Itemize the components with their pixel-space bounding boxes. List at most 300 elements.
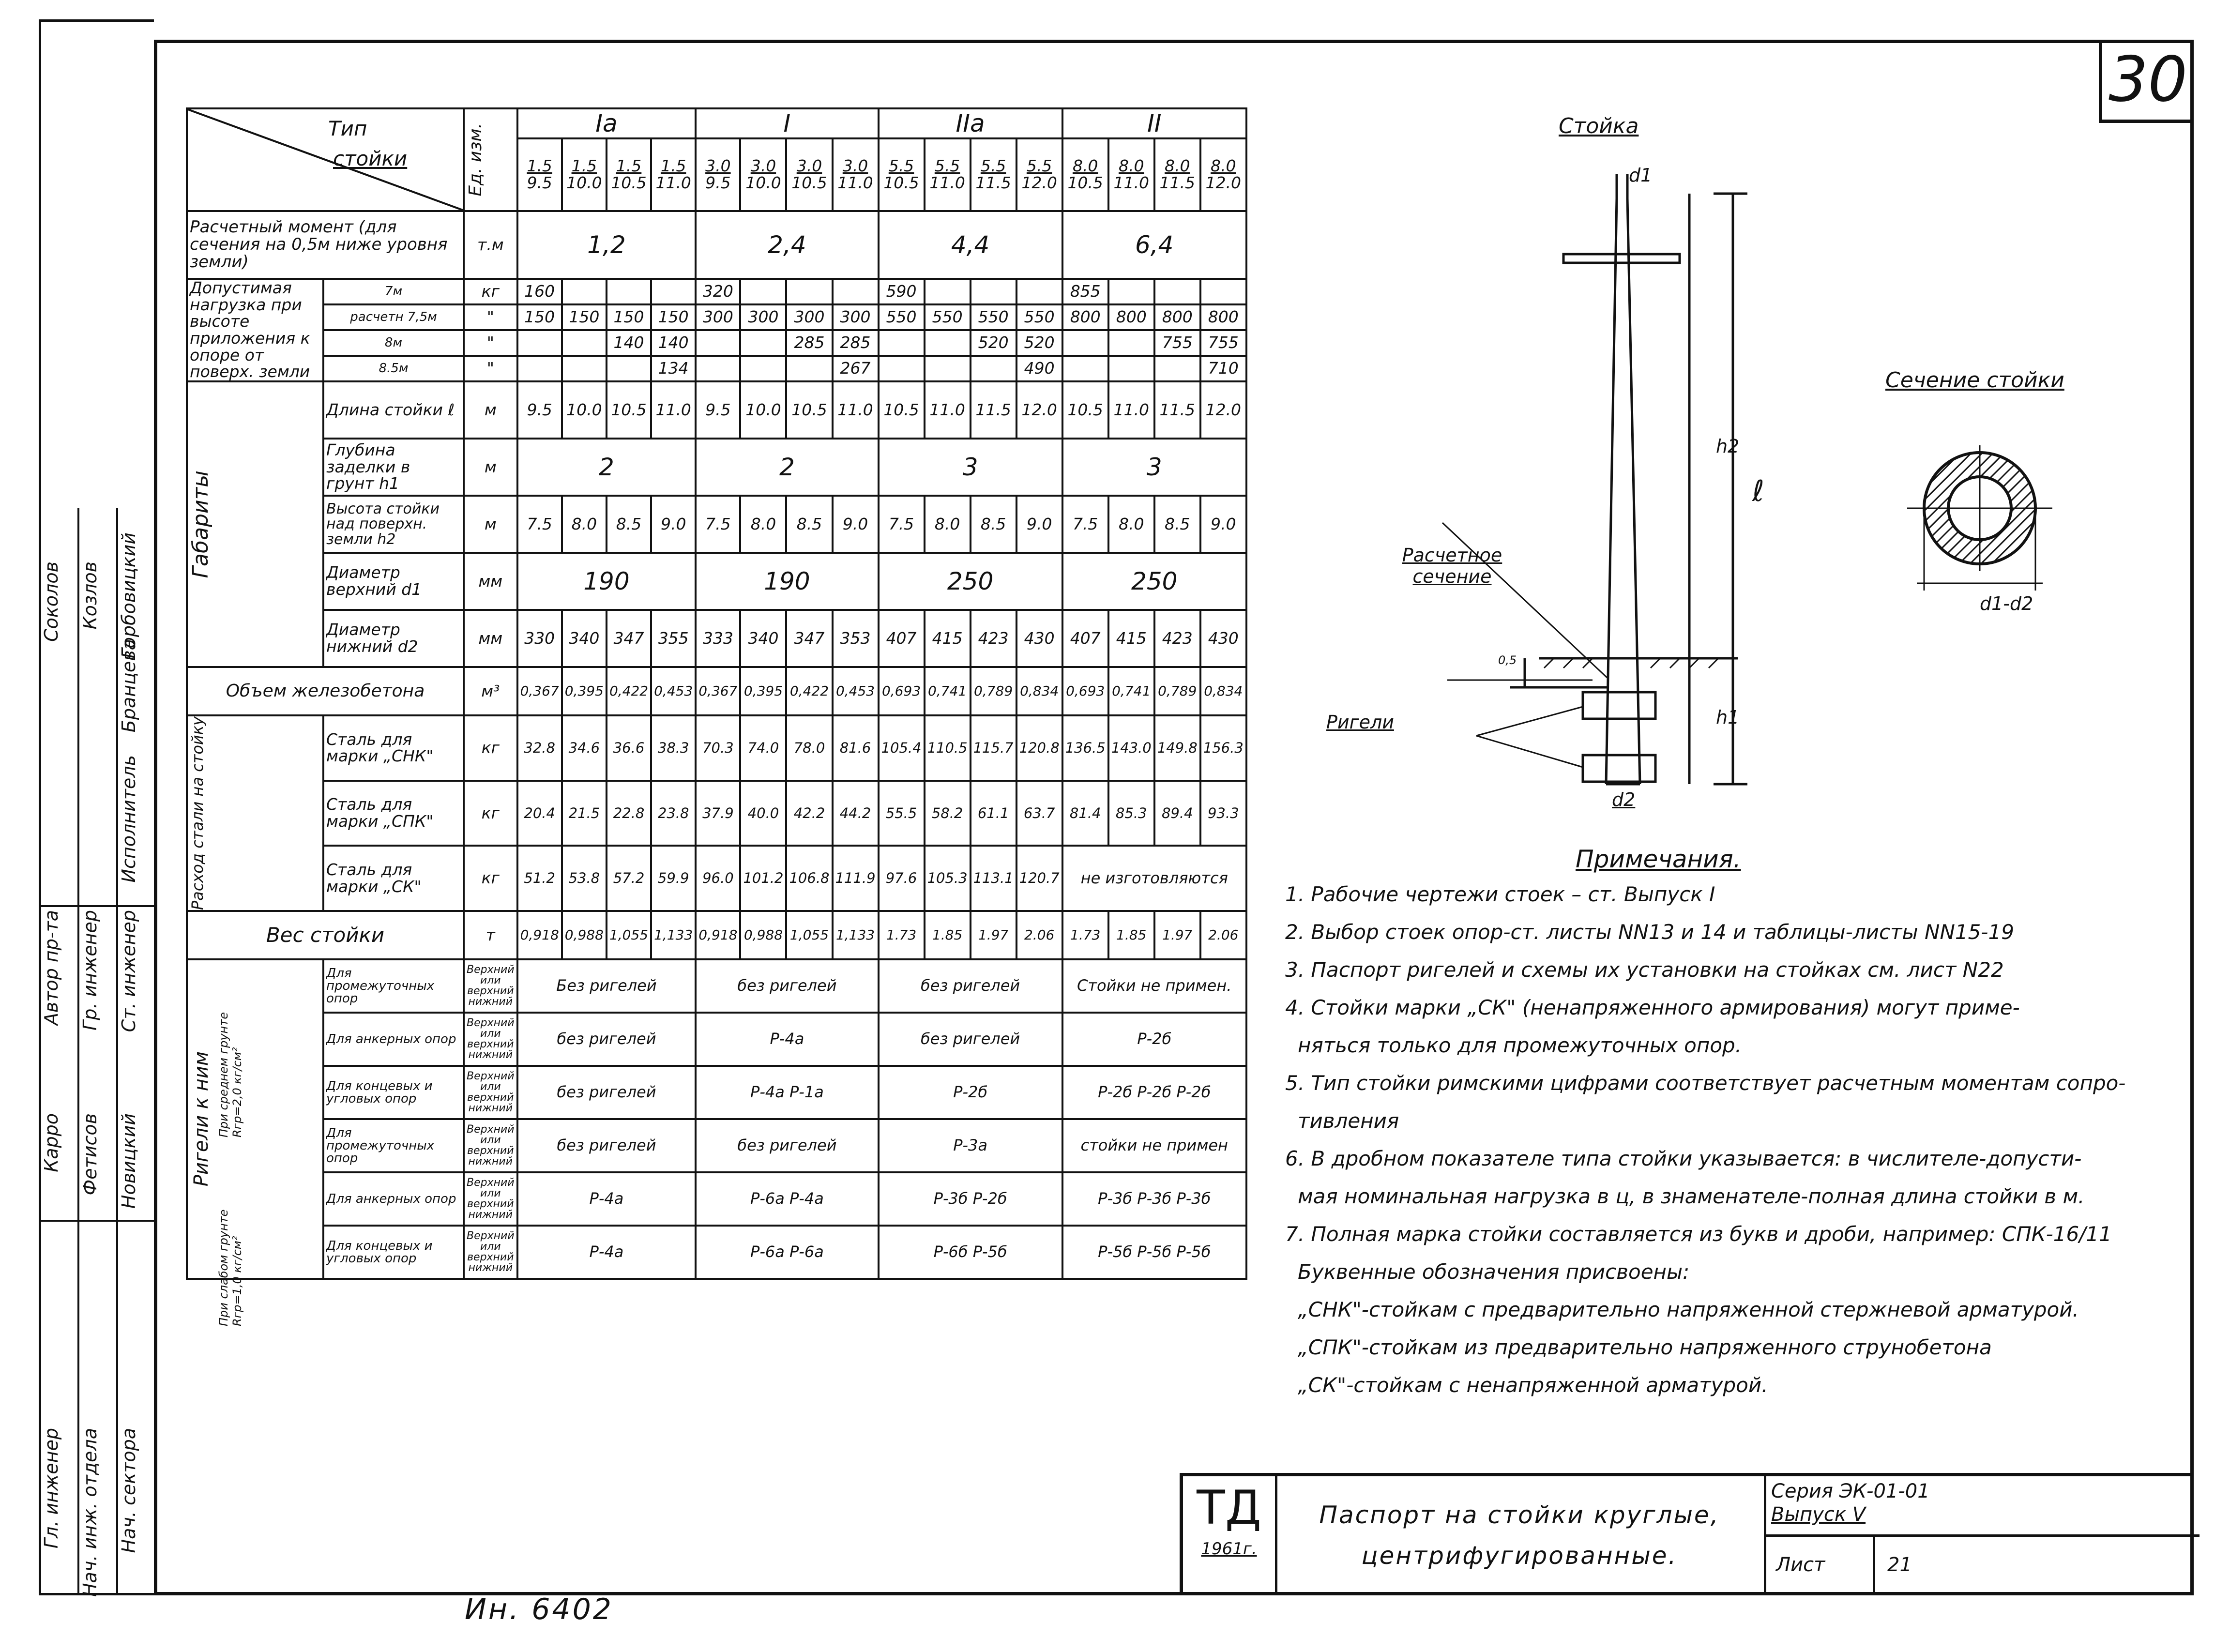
type-fraction-cell: [1016, 138, 1062, 211]
rigel-value: Р-2б Р-2б Р-2б: [1062, 1066, 1246, 1119]
length-value: 11.0: [833, 381, 879, 439]
load-value: 800: [1108, 304, 1154, 330]
steel-label: Расход стали на стойку: [188, 716, 207, 910]
type-fraction-cell: [651, 138, 696, 211]
load-unit: ": [464, 356, 517, 381]
type-fraction-cell: [786, 138, 832, 211]
steel-value: 36.6: [607, 715, 651, 781]
load-value: [1154, 279, 1200, 304]
load-value: [971, 356, 1016, 381]
d-bot-value: 347: [607, 610, 651, 667]
volume-value: 0,395: [740, 667, 786, 715]
steel-value: 105.3: [925, 846, 971, 911]
height-label: Высота стойки над поверхн. земли h2: [323, 496, 464, 553]
volume-value: 0,789: [1154, 667, 1200, 715]
d-bot-value: 430: [1200, 610, 1246, 667]
load-value: 855: [1062, 279, 1108, 304]
steel-value: 78.0: [786, 715, 832, 781]
gabarity-label: Габариты: [188, 470, 213, 578]
steel-value: 38.3: [651, 715, 696, 781]
d-top-value: 190: [517, 553, 696, 610]
depth-unit: м: [464, 439, 517, 496]
load-value: [1200, 279, 1246, 304]
length-value: 12.0: [1200, 381, 1246, 439]
weight-value: 1.97: [971, 911, 1016, 959]
sheet-title: [1275, 1476, 1764, 1595]
load-value: 300: [696, 304, 740, 330]
load-value: [971, 279, 1016, 304]
note-item: 7. Полная марка стойки составляется из букв и дроби, например: СПК-16/11: [1285, 1222, 2112, 1246]
steel-value: 53.8: [562, 846, 607, 911]
org-logo: [1183, 1476, 1277, 1595]
load-value: 140: [607, 330, 651, 356]
rigel-value: Р-4а: [517, 1226, 696, 1279]
length-value: 10.0: [740, 381, 786, 439]
d-top-unit: мм: [464, 553, 517, 610]
load-value: [1154, 356, 1200, 381]
group-1: I: [696, 108, 878, 138]
type-fraction-cell: [833, 138, 879, 211]
group-2: II: [1062, 108, 1246, 138]
steel-value: 113.1: [971, 846, 1016, 911]
length-value: 10.0: [562, 381, 607, 439]
notes: [1285, 845, 2205, 1404]
height-value: 7.5: [696, 496, 740, 553]
d-top-value: 250: [879, 553, 1062, 610]
rigel-value: Р-5б Р-5б Р-5б: [1062, 1226, 1246, 1279]
d-bot-value: 340: [740, 610, 786, 667]
steel-value: 23.8: [651, 781, 696, 846]
weight-value: 0,918: [517, 911, 562, 959]
steel-value: 101.2: [740, 846, 786, 911]
steel-value: 81.6: [833, 715, 879, 781]
volume-value: 0,422: [607, 667, 651, 715]
rigel-value: без ригелей: [517, 1119, 696, 1172]
load-value: 267: [833, 356, 879, 381]
load-label: Допустимая нагрузка при высоте приложения к опоре от поверх. земли: [190, 278, 310, 381]
steel-value: 61.1: [971, 781, 1016, 846]
load-value: 490: [1016, 356, 1062, 381]
volume-value: 0,367: [696, 667, 740, 715]
weight-value: 2.06: [1200, 911, 1246, 959]
load-value: 285: [833, 330, 879, 356]
header-type-cell: [187, 108, 464, 211]
load-value: [740, 356, 786, 381]
length-value: 10.5: [879, 381, 925, 439]
load-value: [696, 330, 740, 356]
steel-snk-label: Сталь для марки „СНК": [323, 715, 464, 781]
header-type-label: Тип: [328, 117, 367, 140]
fraction-denominator: 9.5: [705, 173, 731, 192]
steel-value: 136.5: [1062, 715, 1108, 781]
rigel-value: без ригелей: [696, 959, 878, 1013]
fraction-denominator: 10.5: [883, 173, 919, 192]
d1-label: d1: [1629, 165, 1653, 186]
role-dept-head: Нач. инж. отдела: [79, 1428, 101, 1597]
volume-value: 0,395: [562, 667, 607, 715]
note-item: мая номинальная нагрузка в ц, в знаменателе-полная длина стойки в м.: [1298, 1184, 2085, 1208]
load-height-label: 8м: [323, 330, 464, 356]
volume-value: 0,741: [925, 667, 971, 715]
rigel-support-type: Для концевых и угловых опор: [323, 1066, 464, 1119]
height-value: 8.5: [971, 496, 1016, 553]
volume-unit: м³: [464, 667, 517, 715]
load-height-label: 8.5м: [323, 356, 464, 381]
load-value: 550: [879, 304, 925, 330]
load-value: [651, 279, 696, 304]
sheet-title-line1: Паспорт на стойки круглые,: [1319, 1501, 1720, 1529]
rigel-value: Р-4а: [696, 1013, 878, 1066]
type-fraction-cell: [562, 138, 607, 211]
weight-value: 1,055: [607, 911, 651, 959]
depth-value: 3: [879, 439, 1062, 496]
length-value: 11.0: [651, 381, 696, 439]
fraction-numerator: 5.5: [980, 156, 1006, 176]
name-fetisov: Фетисов: [79, 1113, 101, 1196]
note-item: „СПК"-стойкам из предварительно напряженного струнобетона: [1298, 1335, 1992, 1359]
load-value: 550: [971, 304, 1016, 330]
rigel-value: без ригелей: [879, 959, 1062, 1013]
load-value: 320: [696, 279, 740, 304]
rigel-value: Р-4а Р-1а: [696, 1066, 878, 1119]
volume-label: Объем железобетона: [187, 667, 464, 715]
weight-value: 1,055: [786, 911, 832, 959]
length-value: 10.5: [786, 381, 832, 439]
d-bot-unit: мм: [464, 610, 517, 667]
length-value: 12.0: [1016, 381, 1062, 439]
length-value: 9.5: [696, 381, 740, 439]
sheet-label: Лист: [1776, 1554, 1825, 1576]
volume-value: 0,789: [971, 667, 1016, 715]
rigel-label: Ригели к ним: [190, 1051, 212, 1187]
type-fraction-cell: [1200, 138, 1246, 211]
note-item: тивления: [1298, 1109, 1399, 1133]
d-top-value: 250: [1062, 553, 1246, 610]
fraction-denominator: 10.5: [611, 173, 647, 192]
length-value: 11.5: [1154, 381, 1200, 439]
fraction-denominator: 10.0: [745, 173, 781, 192]
moment-value: 1,2: [517, 211, 696, 279]
load-value: [607, 356, 651, 381]
load-value: [517, 330, 562, 356]
fraction-denominator: 12.0: [1021, 173, 1057, 192]
fraction-numerator: 8.0: [1072, 156, 1098, 176]
steel-value: 20.4: [517, 781, 562, 846]
d-bot-value: 355: [651, 610, 696, 667]
height-value: 7.5: [517, 496, 562, 553]
rigel-position: Верхний или верхний нижний: [464, 1066, 517, 1119]
d-bot-value: 340: [562, 610, 607, 667]
height-value: 8.0: [740, 496, 786, 553]
d-bot-value: 353: [833, 610, 879, 667]
name-sokolov: Соколов: [41, 561, 62, 642]
height-value: 7.5: [879, 496, 925, 553]
note-item: няться только для промежуточных опор.: [1298, 1033, 1742, 1057]
d-top-label: Диаметр верхний d1: [323, 553, 464, 610]
soil-medium-label: При среднем грунте Rгр=2,0 кг/см²: [217, 1012, 244, 1137]
load-value: [562, 279, 607, 304]
name-kozlov: Козлов: [79, 561, 101, 630]
d-bot-value: 407: [1062, 610, 1108, 667]
d-bot-value: 347: [786, 610, 832, 667]
load-value: 150: [607, 304, 651, 330]
load-value: [925, 330, 971, 356]
rigel-support-type: Для анкерных опор: [323, 1013, 464, 1066]
rigel-position: Верхний или верхний нижний: [464, 959, 517, 1013]
load-height-label: 7м: [323, 279, 464, 304]
load-value: [1062, 330, 1108, 356]
weight-label: Вес стойки: [187, 911, 464, 959]
note-item: 2. Выбор стоек опор-ст. листы NN13 и 14 и таблицы-листы NN15-19: [1285, 920, 2014, 944]
fraction-denominator: 12.0: [1205, 173, 1242, 192]
height-value: 8.0: [925, 496, 971, 553]
steel-value: 85.3: [1108, 781, 1154, 846]
fraction-denominator: 9.5: [527, 173, 552, 192]
load-unit: ": [464, 330, 517, 356]
length-value: 11.0: [925, 381, 971, 439]
volume-value: 0,834: [1016, 667, 1062, 715]
rigel-support-type: Для промежуточных опор: [323, 1119, 464, 1172]
fraction-numerator: 1.5: [527, 156, 552, 176]
pole-title: Стойка: [1559, 114, 1639, 138]
steel-value: 149.8: [1154, 715, 1200, 781]
group-2a: IIа: [879, 108, 1062, 138]
load-height-label: расчетн 7,5м: [323, 304, 464, 330]
steel-value: 105.4: [879, 715, 925, 781]
type-fraction-cell: [879, 138, 925, 211]
load-value: 710: [1200, 356, 1246, 381]
rigel-value: Р-2б: [879, 1066, 1062, 1119]
height-value: 8.0: [562, 496, 607, 553]
load-value: [879, 330, 925, 356]
d-bot-value: 330: [517, 610, 562, 667]
load-unit: ": [464, 304, 517, 330]
type-fraction-cell: [1062, 138, 1108, 211]
fraction-numerator: 8.0: [1211, 156, 1236, 176]
steel-value: 110.5: [925, 715, 971, 781]
steel-value: 81.4: [1062, 781, 1108, 846]
steel-spk-label: Сталь для марки „СПК": [323, 781, 464, 846]
rigel-position: Верхний или верхний нижний: [464, 1119, 517, 1172]
load-value: 300: [786, 304, 832, 330]
name-gorbovitsky: Горбовицкий: [118, 532, 139, 659]
type-fraction-cell: [607, 138, 651, 211]
note-item: 1. Рабочие чертежи стоек – ст. Выпуск I: [1285, 882, 1715, 906]
d-bot-value: 415: [1108, 610, 1154, 667]
volume-value: 0,693: [879, 667, 925, 715]
steel-value: 21.5: [562, 781, 607, 846]
steel-value: 55.5: [879, 781, 925, 846]
section-drawing: [1888, 426, 2072, 610]
moment-unit: т.м: [464, 211, 517, 279]
load-value: 800: [1154, 304, 1200, 330]
steel-value: 44.2: [833, 781, 879, 846]
type-fraction-cell: [517, 138, 562, 211]
role-executor: Исполнитель: [118, 755, 139, 883]
fraction-numerator: 1.5: [660, 156, 686, 176]
rigel-value: Р-3а: [879, 1119, 1062, 1172]
weight-value: 1.97: [1154, 911, 1200, 959]
length-value: 11.0: [1108, 381, 1154, 439]
load-value: 755: [1154, 330, 1200, 356]
weight-value: 0,988: [740, 911, 786, 959]
weight-unit: т: [464, 911, 517, 959]
fraction-numerator: 8.0: [1165, 156, 1190, 176]
load-value: [1108, 330, 1154, 356]
height-value: 9.0: [1200, 496, 1246, 553]
load-value: [786, 356, 832, 381]
steel-value: 42.2: [786, 781, 832, 846]
height-value: 7.5: [1062, 496, 1108, 553]
load-value: [925, 356, 971, 381]
role-chief-engineer: Гл. инженер: [41, 1428, 62, 1549]
length-value: 9.5: [517, 381, 562, 439]
weight-value: 2.06: [1016, 911, 1062, 959]
load-value: 800: [1062, 304, 1108, 330]
note-item: „СК"-стойкам с ненапряженной арматурой.: [1298, 1373, 1768, 1397]
rigel-value: Р-6б Р-5б: [879, 1226, 1062, 1279]
load-value: [786, 279, 832, 304]
steel-not-used: не изготовляются: [1062, 846, 1246, 911]
load-value: 590: [879, 279, 925, 304]
rigel-position: Верхний или верхний нижний: [464, 1226, 517, 1279]
load-value: [833, 279, 879, 304]
rigel-value: без ригелей: [517, 1066, 696, 1119]
load-value: 550: [1016, 304, 1062, 330]
load-value: [925, 279, 971, 304]
weight-value: 1,133: [651, 911, 696, 959]
name-karro: Карро: [41, 1113, 62, 1172]
steel-value: 74.0: [740, 715, 786, 781]
name-novitsky: Новицкий: [118, 1113, 139, 1209]
steel-value: 96.0: [696, 846, 740, 911]
type-fraction-cell: [971, 138, 1016, 211]
group-1a: Iа: [517, 108, 696, 138]
fraction-denominator: 11.0: [929, 173, 965, 192]
role-sector-head: Нач. сектора: [118, 1428, 139, 1553]
steel-value: 22.8: [607, 781, 651, 846]
steel-value: 40.0: [740, 781, 786, 846]
note-item: 3. Паспорт ригелей и схемы их установки на стойках см. лист N22: [1285, 958, 2004, 982]
load-value: [1062, 356, 1108, 381]
load-value: [517, 356, 562, 381]
steel-value: 120.8: [1016, 715, 1062, 781]
fraction-denominator: 10.5: [791, 173, 827, 192]
height-value: 9.0: [651, 496, 696, 553]
weight-value: 1.85: [925, 911, 971, 959]
steel-value: 70.3: [696, 715, 740, 781]
d-bot-value: 407: [879, 610, 925, 667]
load-value: [1108, 279, 1154, 304]
weight-value: 1.73: [1062, 911, 1108, 959]
role-senior-engineer: Ст. инженер: [118, 910, 139, 1032]
sheet-title-line2: центрифугированные.: [1361, 1542, 1678, 1570]
d-bot-value: 430: [1016, 610, 1062, 667]
steel-value: 51.2: [517, 846, 562, 911]
volume-value: 0,453: [833, 667, 879, 715]
steel-value: 143.0: [1108, 715, 1154, 781]
d-bot-value: 415: [925, 610, 971, 667]
rigel-support-type: Для концевых и угловых опор: [323, 1226, 464, 1279]
load-value: 140: [651, 330, 696, 356]
steel-value: 57.2: [607, 846, 651, 911]
l-label: ℓ: [1752, 474, 1764, 508]
volume-value: 0,693: [1062, 667, 1108, 715]
load-value: 150: [651, 304, 696, 330]
note-item: „СНК"-стойкам с предварительно напряженной стержневой арматурой.: [1298, 1298, 2079, 1321]
notes-title: Примечания.: [1576, 845, 1741, 873]
load-value: 160: [517, 279, 562, 304]
steel-unit: кг: [464, 715, 517, 781]
section-title: Сечение стойки: [1885, 368, 2064, 393]
fraction-denominator: 10.0: [566, 173, 602, 192]
section-dim-label: d1-d2: [1980, 593, 2033, 614]
load-value: 134: [651, 356, 696, 381]
height-value: 9.0: [1016, 496, 1062, 553]
depth-value: 3: [1062, 439, 1246, 496]
calc-section-label: Расчетное сечение: [1402, 545, 1502, 587]
weight-value: 0,918: [696, 911, 740, 959]
rigeli-label: Ригели: [1326, 712, 1394, 733]
rigel-position: Верхний или верхний нижний: [464, 1013, 517, 1066]
d-bot-value: 423: [971, 610, 1016, 667]
steel-value: 63.7: [1016, 781, 1062, 846]
load-value: [879, 356, 925, 381]
steel-sk-label: Сталь для марки „СК": [323, 846, 464, 911]
rigel-value: Р-6а Р-6а: [696, 1226, 878, 1279]
length-value: 10.5: [607, 381, 651, 439]
fraction-denominator: 11.5: [1159, 173, 1195, 192]
soil-weak-label: При слабом грунте Rгр=1,0 кг/см²: [217, 1209, 244, 1326]
load-value: 550: [925, 304, 971, 330]
height-value: 9.0: [833, 496, 879, 553]
steel-value: 34.6: [562, 715, 607, 781]
rigel-value: Р-6а Р-4а: [696, 1172, 878, 1226]
height-value: 8.5: [607, 496, 651, 553]
rigel-value: Р-4а: [517, 1172, 696, 1226]
volume-value: 0,422: [786, 667, 832, 715]
rigel-value: Р-3б Р-2б: [879, 1172, 1062, 1226]
fraction-denominator: 11.0: [655, 173, 691, 192]
load-value: [740, 330, 786, 356]
height-unit: м: [464, 496, 517, 553]
unit-header: Ед. изм.: [466, 123, 485, 197]
pole-passport-table: [186, 107, 1247, 1280]
weight-value: 1,133: [833, 911, 879, 959]
d-bot-value: 333: [696, 610, 740, 667]
rigel-value: Без ригелей: [517, 959, 696, 1013]
type-fraction-cell: [696, 138, 740, 211]
height-value: 8.0: [1108, 496, 1154, 553]
moment-value: 4,4: [879, 211, 1062, 279]
load-value: [696, 356, 740, 381]
moment-value: 2,4: [696, 211, 878, 279]
series-label: Серия ЭК-01-01: [1771, 1480, 1930, 1502]
load-value: 520: [971, 330, 1016, 356]
load-value: [607, 279, 651, 304]
moment-value: 6,4: [1062, 211, 1246, 279]
steel-value: 156.3: [1200, 715, 1246, 781]
volume-value: 0,834: [1200, 667, 1246, 715]
load-value: 300: [833, 304, 879, 330]
load-value: [562, 356, 607, 381]
load-value: [1108, 356, 1154, 381]
note-item: 6. В дробном показателе типа стойки указывается: в числителе-допусти-: [1285, 1147, 2082, 1170]
load-value: 520: [1016, 330, 1062, 356]
steel-value: 111.9: [833, 846, 879, 911]
rigel-value: Р-3б Р-3б Р-3б: [1062, 1172, 1246, 1226]
logo-year: 1961г.: [1201, 1539, 1257, 1559]
